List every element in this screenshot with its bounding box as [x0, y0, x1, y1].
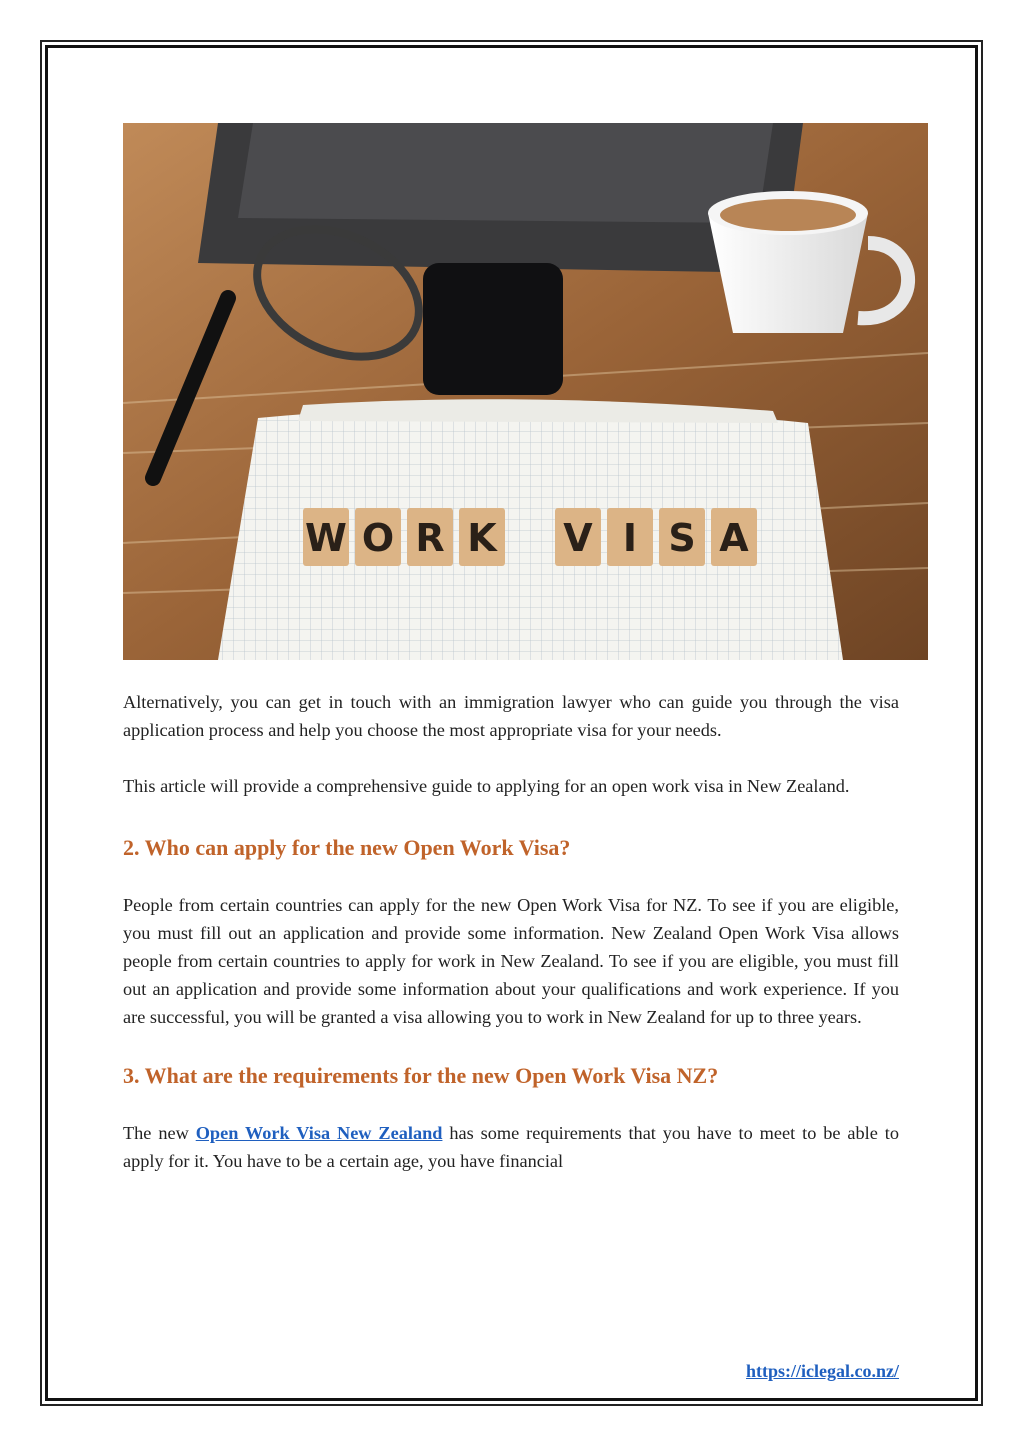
svg-text:A: A	[719, 516, 749, 560]
footer-website-link[interactable]: https://iclegal.co.nz/	[746, 1361, 899, 1381]
open-work-visa-link[interactable]: Open Work Visa New Zealand	[195, 1123, 443, 1143]
heading-requirements: 3. What are the requirements for the new Open Work Visa NZ?	[123, 1063, 719, 1088]
svg-text:R: R	[415, 516, 445, 560]
svg-text:K: K	[467, 516, 497, 560]
svg-text:O: O	[361, 516, 395, 560]
requirements-text-start: The new	[123, 1123, 196, 1143]
work-visa-photo	[123, 123, 928, 660]
paragraph-eligibility: People from certain countries can apply for the new Open Work Visa for NZ. To see if you are eligible, you must fill out an application and provide some information. New Zealand Open Work Visa allows people from certain countries to apply for work in New Zealand. To see if you are eligible, you must fill out an application and provide some information about your qualifications and work experience. If you are successful, you will be granted a visa allowing you to work in New Zealand for up to three years.	[123, 895, 899, 1027]
requirements-text-end: has some requirements that you have to meet to be able to apply for it. You have to be a certain age, you have financial	[123, 1123, 899, 1171]
svg-text:S: S	[668, 516, 696, 560]
article-body	[123, 688, 899, 1175]
svg-text:I: I	[622, 516, 638, 560]
paragraph-lawyer-guidance: Alternatively, you can get in touch with an immigration lawyer who can guide you through the visa application process and help you choose the most appropriate visa for your needs.	[123, 692, 899, 740]
paragraph-guide-intro: This article will provide a comprehensive guide to applying for an open work visa in New Zealand.	[123, 776, 850, 796]
paragraph-requirements	[123, 1119, 899, 1175]
heading-who-can-apply: 2. Who can apply for the new Open Work Visa?	[123, 835, 571, 860]
svg-text:V: V	[563, 516, 593, 560]
svg-text:W: W	[305, 516, 347, 560]
